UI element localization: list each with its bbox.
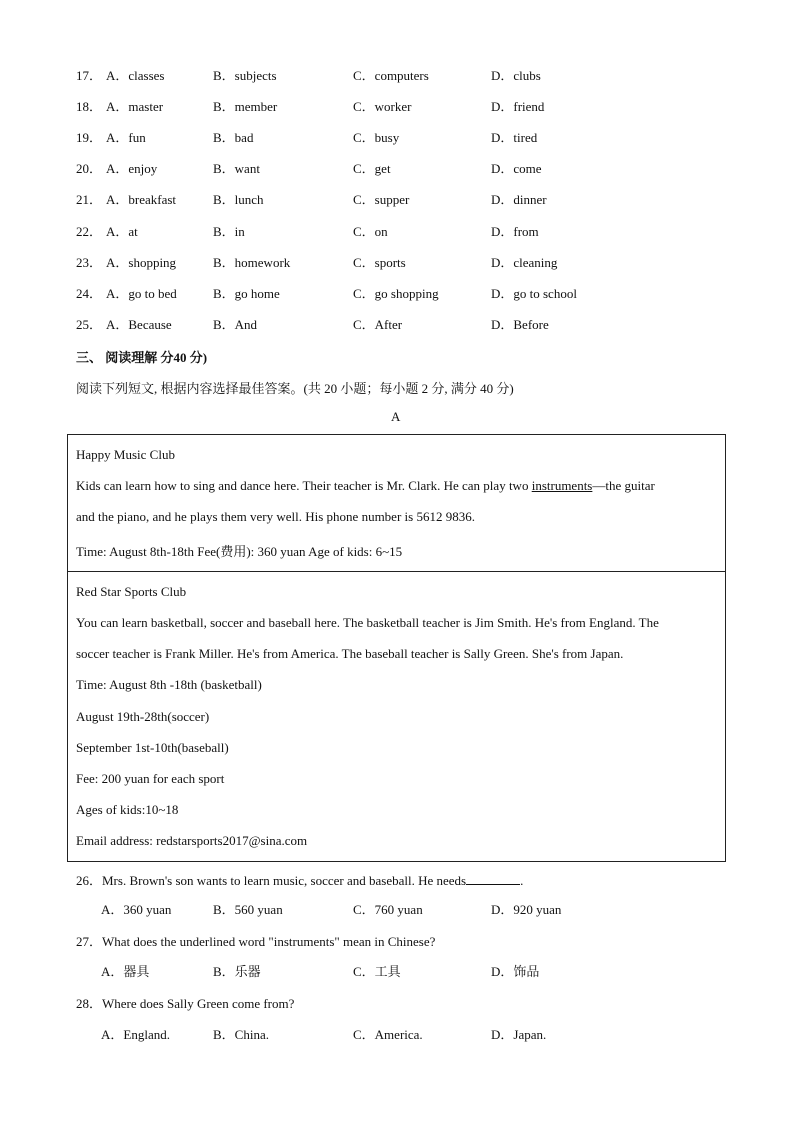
option-row	[0, 284, 794, 304]
passage-label: A	[391, 409, 401, 424]
option-d: D．饰品	[491, 964, 540, 979]
option-d: D．clubs	[491, 68, 541, 83]
option-c: C．go shopping	[353, 286, 439, 301]
question-27-options	[0, 962, 794, 982]
option-a: A．fun	[106, 130, 146, 145]
question-number: 22．	[76, 224, 103, 239]
answer-blank	[466, 872, 520, 885]
section-title: 三、 阅读理解 分40 分)	[76, 350, 208, 365]
option-a: A．classes	[106, 68, 165, 83]
underlined-word: instruments	[531, 478, 593, 493]
question-number: 19．	[76, 130, 103, 145]
music-club-name: Happy Music Club	[76, 447, 175, 462]
option-c: C．760 yuan	[353, 902, 423, 917]
option-d: D．cleaning	[491, 255, 558, 270]
section-instructions: 阅读下列短文, 根据内容选择最佳答案。(共 20 小题；每小题 2 分, 满分 40 分)	[76, 381, 514, 396]
option-a: A．breakfast	[106, 192, 177, 207]
option-a: A．master	[106, 99, 164, 114]
option-row	[0, 159, 794, 179]
question-number: 20．	[76, 161, 103, 176]
option-b: B．member	[213, 99, 278, 114]
option-c: C．America.	[353, 1027, 423, 1042]
option-a: A．enjoy	[106, 161, 158, 176]
music-club-box	[67, 434, 726, 572]
option-c: C．工具	[353, 964, 401, 979]
question-27-stem: 27．What does the underlined word "instruments" mean in Chinese?	[76, 934, 436, 949]
sports-club-ages: Ages of kids:10~18	[76, 802, 179, 817]
music-club-line1-end: —the guitar	[592, 478, 655, 493]
option-c: C．busy	[353, 130, 400, 145]
question-number: 25．	[76, 317, 103, 332]
sports-club-line2: soccer teacher is Frank Miller. He's from America. The baseball teacher is Sally Green. She's from Japan.	[76, 646, 624, 661]
option-b: B．bad	[213, 130, 254, 145]
option-a: A．at	[106, 224, 138, 239]
question-26-stem	[76, 870, 523, 889]
music-club-line3: Time: August 8th-18th Fee(费用): 360 yuan Age of kids: 6~15	[76, 544, 403, 559]
option-row	[0, 66, 794, 86]
option-row	[0, 222, 794, 242]
sports-club-time2: August 19th-28th(soccer)	[76, 709, 210, 724]
option-a: A．360 yuan	[101, 902, 172, 917]
option-a: A．Because	[106, 317, 172, 332]
sports-club-box	[67, 571, 726, 862]
music-club-line1-text: Kids can learn how to sing and dance here. Their teacher is Mr. Clark. He can play two	[76, 478, 532, 493]
question-28-stem: 28．Where does Sally Green come from?	[76, 996, 295, 1011]
sports-club-name: Red Star Sports Club	[76, 584, 187, 599]
question-number: 21．	[76, 192, 103, 207]
option-b: B．in	[213, 224, 245, 239]
sports-club-time3: September 1st-10th(baseball)	[76, 740, 229, 755]
option-c: C．on	[353, 224, 388, 239]
option-d: D．920 yuan	[491, 902, 562, 917]
option-d: D．come	[491, 161, 542, 176]
option-d: D．go to school	[491, 286, 577, 301]
option-b: B．lunch	[213, 192, 264, 207]
option-b: B．乐器	[213, 964, 261, 979]
music-club-line1	[76, 478, 655, 494]
option-row	[0, 253, 794, 273]
option-c: C．get	[353, 161, 391, 176]
option-c: C．supper	[353, 192, 410, 207]
sports-club-fee: Fee: 200 yuan for each sport	[76, 771, 225, 786]
option-b: B．subjects	[213, 68, 277, 83]
option-row	[0, 190, 794, 210]
sports-club-email: Email address: redstarsports2017@sina.com	[76, 833, 308, 848]
option-d: D．tired	[491, 130, 538, 145]
question-number: 24．	[76, 286, 103, 301]
music-club-line2: and the piano, and he plays them very well. His phone number is 5612 9836.	[76, 509, 475, 524]
sports-club-line1: You can learn basketball, soccer and baseball here. The basketball teacher is Jim Smith. He's from England. The	[76, 615, 659, 630]
option-c: C．sports	[353, 255, 406, 270]
sports-club-time1: Time: August 8th -18th (basketball)	[76, 677, 262, 692]
option-a: A．器具	[101, 964, 150, 979]
option-d: D．Japan.	[491, 1027, 547, 1042]
option-b: B．560 yuan	[213, 902, 283, 917]
option-d: D．from	[491, 224, 539, 239]
option-b: B．go home	[213, 286, 280, 301]
question-number: 17．	[76, 68, 103, 83]
option-row	[0, 315, 794, 335]
option-row	[0, 128, 794, 148]
option-b: B．China.	[213, 1027, 269, 1042]
option-b: B．And	[213, 317, 258, 332]
question-26-end: .	[520, 873, 524, 888]
option-row	[0, 97, 794, 117]
option-d: D．friend	[491, 99, 545, 114]
question-number: 23．	[76, 255, 103, 270]
question-number: 18．	[76, 99, 103, 114]
option-c: C．computers	[353, 68, 429, 83]
option-d: D．dinner	[491, 192, 547, 207]
option-a: A．go to bed	[106, 286, 177, 301]
option-a: A．shopping	[106, 255, 177, 270]
question-28-options	[0, 1025, 794, 1045]
option-a: A．England.	[101, 1027, 170, 1042]
question-26-text: 26．Mrs. Brown's son wants to learn music, soccer and baseball. He needs	[76, 873, 467, 888]
option-c: C．worker	[353, 99, 412, 114]
option-b: B．want	[213, 161, 260, 176]
question-26-options	[0, 900, 794, 920]
option-d: D．Before	[491, 317, 549, 332]
option-c: C．After	[353, 317, 403, 332]
option-b: B．homework	[213, 255, 291, 270]
